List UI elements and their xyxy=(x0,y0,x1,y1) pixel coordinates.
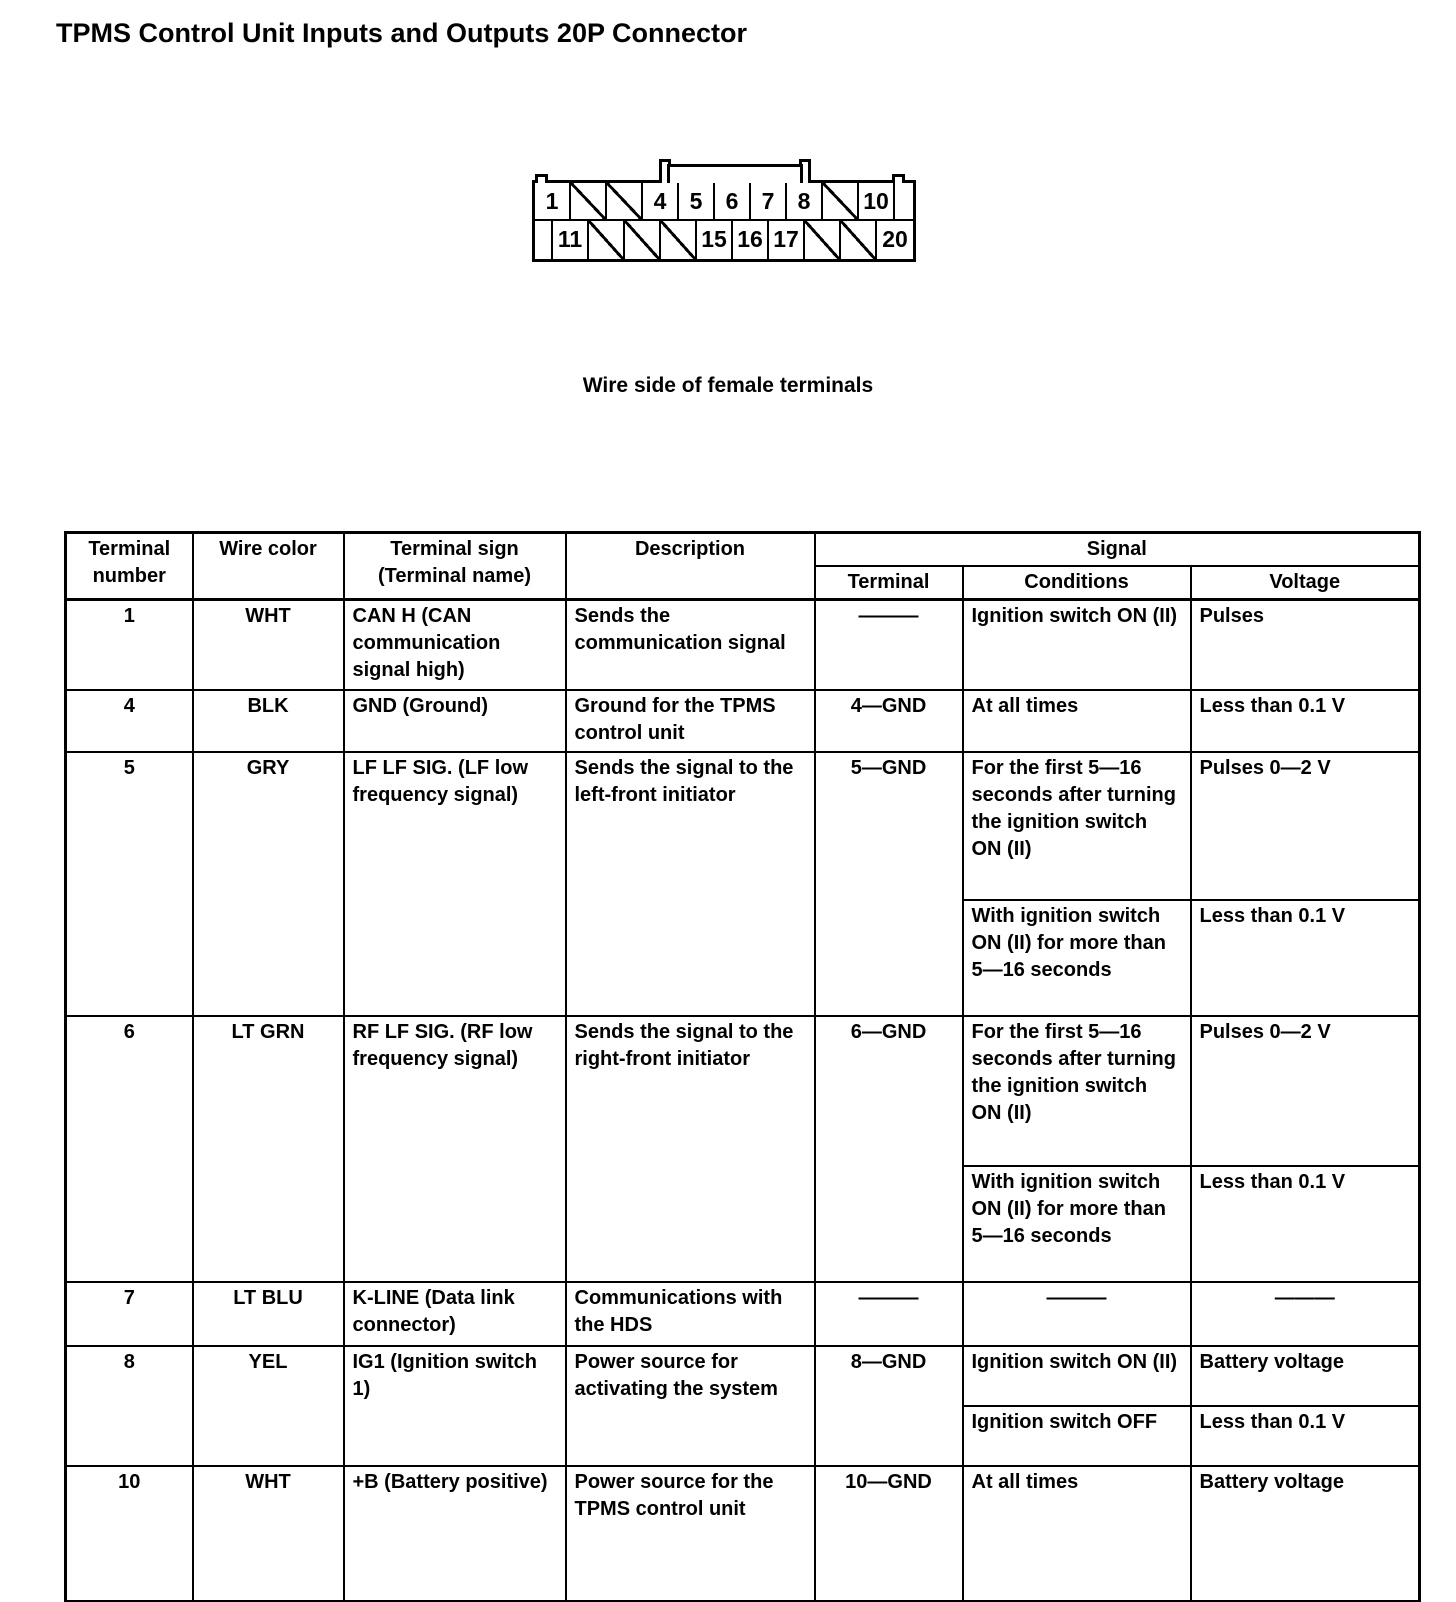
cell-description: Communications with the HDS xyxy=(566,1282,815,1346)
col-header-description: Description xyxy=(566,533,815,600)
cell-signal-conditions: With ignition switch ON (II) for more than 5—16 seconds xyxy=(963,900,1191,1016)
connector-caption: Wire side of female terminals xyxy=(582,374,874,397)
col-header-signal-conditions: Conditions xyxy=(963,566,1191,600)
cell-terminal-number: 7 xyxy=(66,1282,193,1346)
cell-terminal-sign: LF LF SIG. (LF low frequency signal) xyxy=(344,752,566,1016)
pin-14-unused xyxy=(661,221,697,259)
col-header-signal-terminal: Terminal xyxy=(815,566,963,600)
pin-15: 15 xyxy=(697,221,733,259)
pin-11: 11 xyxy=(553,221,589,259)
pin-19-unused xyxy=(841,221,877,259)
cell-terminal-number: 1 xyxy=(66,600,193,690)
cell-wire-color: LT BLU xyxy=(193,1282,344,1346)
pin-8: 8 xyxy=(787,183,823,221)
cell-wire-color: LT GRN xyxy=(193,1016,344,1282)
cell-signal-terminal: 6—GND xyxy=(815,1016,963,1282)
cell-signal-voltage: Less than 0.1 V xyxy=(1191,690,1420,752)
cell-signal-terminal: ——— xyxy=(815,1282,963,1346)
connector-end-cell-right xyxy=(895,183,913,221)
cell-description: Power source for activating the system xyxy=(566,1346,815,1466)
header-row-1 xyxy=(66,533,1420,567)
cell-description: Sends the signal to the left-front initiator xyxy=(566,752,815,1016)
cell-terminal-sign: +B (Battery positive) xyxy=(344,1466,566,1602)
table-row xyxy=(66,1282,1420,1346)
cell-signal-conditions: For the first 5—16 seconds after turning the ignition switch ON (II) xyxy=(963,752,1191,900)
connector-body xyxy=(532,180,916,262)
pin-13-unused xyxy=(625,221,661,259)
table-row xyxy=(66,752,1420,900)
cell-signal-terminal: ——— xyxy=(815,600,963,690)
cell-wire-color: YEL xyxy=(193,1346,344,1466)
cell-signal-voltage: Pulses 0—2 V xyxy=(1191,1016,1420,1166)
cell-signal-terminal: 10—GND xyxy=(815,1466,963,1602)
col-header-wire-color: Wire color xyxy=(193,533,344,600)
pin-1: 1 xyxy=(535,183,571,221)
table-row xyxy=(66,600,1420,690)
pin-2-unused xyxy=(571,183,607,221)
table-row xyxy=(66,1466,1420,1602)
connector-notch-left xyxy=(535,174,548,183)
connector-pin-row-top xyxy=(535,183,913,221)
pin-20: 20 xyxy=(877,221,913,259)
cell-terminal-number: 10 xyxy=(66,1466,193,1602)
cell-description: Sends the communication signal xyxy=(566,600,815,690)
pin-16: 16 xyxy=(733,221,769,259)
pin-17: 17 xyxy=(769,221,805,259)
pin-18-unused xyxy=(805,221,841,259)
latch-bar xyxy=(667,164,803,183)
cell-wire-color: WHT xyxy=(193,1466,344,1602)
table-row xyxy=(66,1346,1420,1406)
connector-notch-right xyxy=(892,174,905,183)
cell-signal-conditions: For the first 5—16 seconds after turning the ignition switch ON (II) xyxy=(963,1016,1191,1166)
cell-terminal-sign: CAN H (CAN communication signal high) xyxy=(344,600,566,690)
cell-signal-voltage: Battery voltage xyxy=(1191,1346,1420,1406)
cell-signal-voltage: Pulses 0—2 V xyxy=(1191,752,1420,900)
connector-latch xyxy=(659,159,811,183)
pin-7: 7 xyxy=(751,183,787,221)
cell-signal-voltage: ——— xyxy=(1191,1282,1420,1346)
pin-6: 6 xyxy=(715,183,751,221)
pin-4: 4 xyxy=(643,183,679,221)
cell-terminal-number: 4 xyxy=(66,690,193,752)
io-table xyxy=(64,531,1421,1602)
cell-signal-conditions: At all times xyxy=(963,690,1191,752)
connector-diagram xyxy=(532,180,916,262)
cell-signal-conditions: ——— xyxy=(963,1282,1191,1346)
cell-description: Sends the signal to the right-front initiator xyxy=(566,1016,815,1282)
table-row xyxy=(66,1016,1420,1166)
cell-signal-terminal: 4—GND xyxy=(815,690,963,752)
cell-terminal-sign: IG1 (Ignition switch 1) xyxy=(344,1346,566,1466)
pin-9-unused xyxy=(823,183,859,221)
connector-end-cell-left xyxy=(535,221,553,259)
cell-signal-conditions: Ignition switch ON (II) xyxy=(963,600,1191,690)
cell-signal-conditions: Ignition switch ON (II) xyxy=(963,1346,1191,1406)
pin-5: 5 xyxy=(679,183,715,221)
pin-10: 10 xyxy=(859,183,895,221)
col-header-terminal-number: Terminal number xyxy=(66,533,193,600)
cell-terminal-number: 8 xyxy=(66,1346,193,1466)
cell-wire-color: BLK xyxy=(193,690,344,752)
cell-signal-terminal: 5—GND xyxy=(815,752,963,1016)
col-header-signal-voltage: Voltage xyxy=(1191,566,1420,600)
cell-signal-voltage: Pulses xyxy=(1191,600,1420,690)
cell-signal-conditions: At all times xyxy=(963,1466,1191,1602)
page-title: TPMS Control Unit Inputs and Outputs 20P Connector xyxy=(56,18,747,48)
cell-wire-color: GRY xyxy=(193,752,344,1016)
cell-terminal-sign: RF LF SIG. (RF low frequency signal) xyxy=(344,1016,566,1282)
cell-signal-terminal: 8—GND xyxy=(815,1346,963,1466)
cell-description: Ground for the TPMS control unit xyxy=(566,690,815,752)
cell-terminal-number: 5 xyxy=(66,752,193,1016)
cell-terminal-number: 6 xyxy=(66,1016,193,1282)
cell-signal-voltage: Less than 0.1 V xyxy=(1191,900,1420,1016)
pin-3-unused xyxy=(607,183,643,221)
connector-pin-row-bottom xyxy=(535,221,913,259)
cell-signal-voltage: Less than 0.1 V xyxy=(1191,1166,1420,1282)
col-header-terminal-sign: Terminal sign (Terminal name) xyxy=(344,533,566,600)
col-header-signal: Signal xyxy=(815,533,1420,567)
cell-signal-conditions: With ignition switch ON (II) for more than 5—16 seconds xyxy=(963,1166,1191,1282)
cell-terminal-sign: K-LINE (Data link connector) xyxy=(344,1282,566,1346)
cell-signal-conditions: Ignition switch OFF xyxy=(963,1406,1191,1466)
cell-terminal-sign: GND (Ground) xyxy=(344,690,566,752)
cell-wire-color: WHT xyxy=(193,600,344,690)
cell-signal-voltage: Battery voltage xyxy=(1191,1466,1420,1602)
table-header xyxy=(66,533,1420,600)
table-row xyxy=(66,690,1420,752)
cell-description: Power source for the TPMS control unit xyxy=(566,1466,815,1602)
pin-12-unused xyxy=(589,221,625,259)
cell-signal-voltage: Less than 0.1 V xyxy=(1191,1406,1420,1466)
